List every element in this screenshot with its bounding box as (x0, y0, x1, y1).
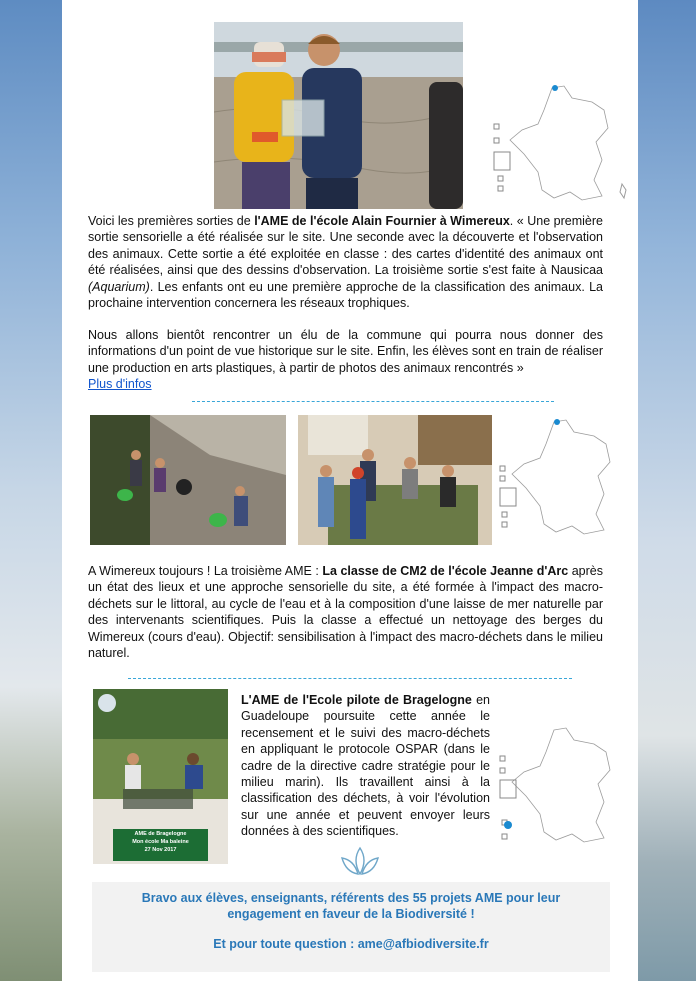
section2-school-name: La classe de CM2 de l'école Jeanne d'Arc (322, 564, 569, 578)
section3-school-name: L'AME de l'Ecole pilote de Bragelogne (241, 693, 472, 707)
france-map-wimereux-2 (498, 414, 638, 544)
photo-children-aquarium (214, 22, 463, 209)
background-sky-left (0, 0, 62, 981)
divider-1 (192, 401, 554, 402)
france-map-guadeloupe (498, 722, 638, 852)
banner-thanks: Bravo aux élèves, enseignants, référents des 55 projets AME pour leur engagement en faveur de la Biodiversité ! (141, 891, 561, 921)
closing-banner (92, 882, 610, 972)
leaf-logo-icon (338, 846, 382, 878)
plus-infos-link[interactable]: Plus d'infos (88, 377, 152, 392)
photo-caption: AME de Bragelogne Mon école Ma baleine 27 Nov 2017 (132, 831, 189, 853)
divider-2 (128, 678, 572, 679)
section1-paragraph2 (88, 327, 603, 393)
section2-body: après un état des lieux et une approche sensorielle du site, a été formée à l'impact des macro-déchets sur le littoral, au cycle de l'eau et à la composition d'une laisse de mer naturelle par des intervenants scientifiques. Puis la classe a effectué un nettoyage des berges du Wimereux (cours d'eau). Objectif: sensibilisation à l'impact des macro-déchets dans le milieu naturel. (88, 564, 603, 661)
section1-aquarium: (Aquarium) (88, 279, 150, 294)
banner-contact: Et pour toute question : ame@afbiodiversite.fr (213, 937, 489, 951)
newsletter-page (62, 0, 638, 981)
section3-paragraph (241, 692, 490, 840)
photo-beach-cleanup (90, 415, 286, 545)
section1-para2-text: Nous allons bientôt rencontrer un élu de la commune qui pourra nous donner des informations d'un point de vue historique sur le site. Enfin, les élèves sont en train de réaliser une production en arts plastiques, à partir de photos des animaux rencontrés » (88, 328, 603, 375)
section1-intro: Voici les premières sorties de (88, 214, 255, 228)
section2-intro: A Wimereux toujours ! La troisième AME : (88, 564, 323, 578)
section3-body: en Guadeloupe poursuite cette année le recensement et le suivi des macro-déchets en appliquant le protocole OSPAR (dans le cadre de la directive cadre stratégie pour le milieu marin). Ils travaillent ainsi à la classification des déchets, à voir l'évolution sur une année et peuvent envoyer leurs données à des scientifiques. (241, 693, 490, 839)
background-sky-right (638, 0, 696, 981)
section1-school-name: l'AME de l'école Alain Fournier à Wimereux (254, 214, 510, 228)
section1-paragraph1 (88, 213, 603, 311)
photo-bragelogne (93, 689, 228, 864)
france-map-wimereux-1 (492, 80, 638, 210)
section1-body2: . Les enfants ont eu une première approche de la classification des animaux. La prochaine intervention concernera les réseaux trophiques. (88, 279, 603, 311)
section1-body1: . « Une première sortie sensorielle a été réalisée sur le site. Une seconde avec la découverte et l'observation des animaux. Cette sortie a été exploitée en classe : des cartes d'identité des animaux ont été réalisées, ainsi que des dessins d'observation. La troisième sortie s'est faite à Nausicaa (88, 214, 603, 278)
section2-paragraph (88, 563, 603, 661)
photo-classroom (298, 415, 492, 545)
